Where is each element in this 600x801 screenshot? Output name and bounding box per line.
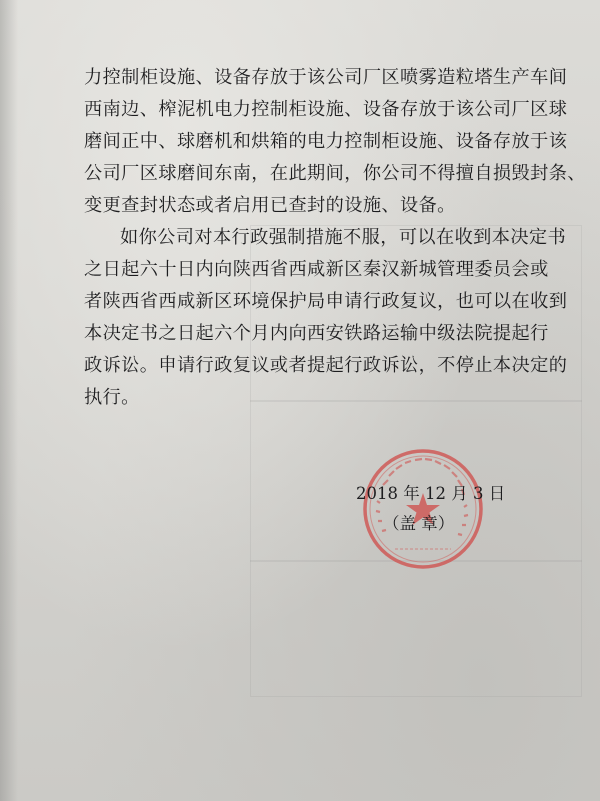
body-line: 本决定书之日起六个月内向西安铁路运输中级法院提起行 [84,323,549,344]
body-line: 力控制柜设施、设备存放于该公司厂区喷雾造粒塔生产车间 [84,67,568,88]
body-line: 变更查封状态或者启用已查封的设施、设备。 [84,195,456,216]
body-line: 者陕西省西咸新区环境保护局申请行政复议，也可以在收到 [84,291,568,312]
body-line: 磨间正中、球磨机和烘箱的电力控制柜设施、设备存放于该 [84,131,568,152]
body-line: 之日起六十日内向陕西省西咸新区秦汉新城管理委员会或 [84,259,549,280]
body-line: 执行。 [84,387,140,408]
official-seal [359,445,487,573]
body-line: 西南边、榨泥机电力控制柜设施、设备存放于该公司厂区球 [84,99,568,120]
seal-label: （盖 章） [383,514,455,533]
body-line: 如你公司对本行政强制措施不服，可以在收到本决定书 [120,227,567,248]
document-date: 2018 年 12 月 3 日 [356,484,506,503]
body-line: 政诉讼。申请行政复议或者提起行政诉讼，不停止本决定的 [84,355,568,376]
body-line: 公司厂区球磨间东南，在此期间，你公司不得擅自损毁封条、 [84,163,586,184]
page-edge-shadow [0,0,18,801]
